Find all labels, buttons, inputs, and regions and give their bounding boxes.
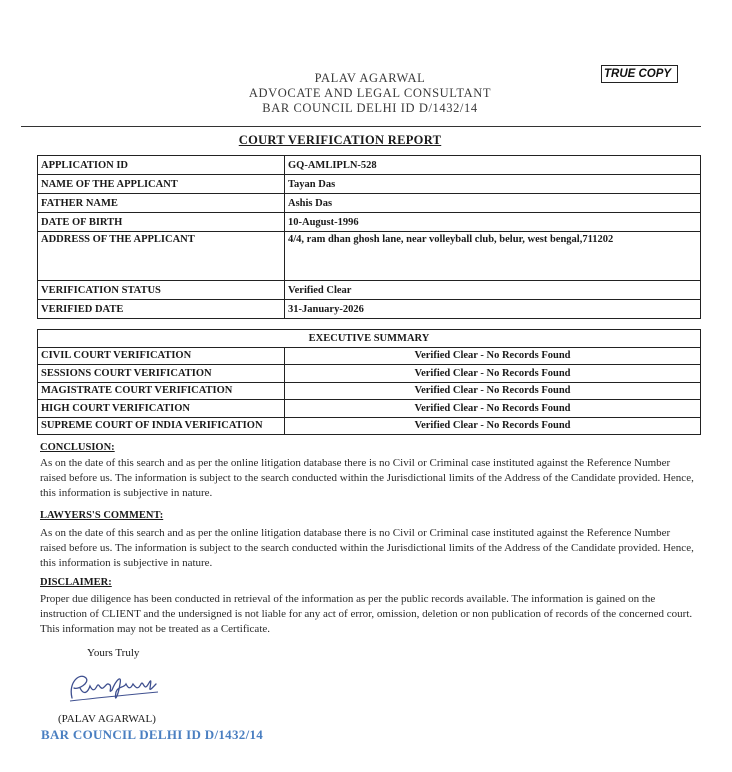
field-value: Verified Clear: [285, 281, 701, 300]
applicant-table: [37, 155, 701, 319]
field-label: ADDRESS OF THE APPLICANT: [38, 232, 285, 281]
signature: [66, 668, 162, 708]
field-label: DATE OF BIRTH: [38, 213, 285, 232]
table-row: [38, 417, 701, 435]
executive-summary-table: [37, 329, 701, 435]
table-row: [38, 300, 701, 319]
conclusion-text: As on the date of this search and as per the online litigation database there is no Civil or Criminal case instituted against the Reference Number raised before us. The information is subject to the search conducted within the Jurisdictional limits of the Address of the Candidate provided. Hence, this information is subjective in nature.: [40, 457, 694, 499]
table-row: [38, 194, 701, 213]
field-value: 4/4, ram dhan ghosh lane, near volleyball club, belur, west bengal,711202: [285, 232, 701, 281]
field-value: GQ-AMLIPLN-528: [285, 156, 701, 175]
disclaimer-text: Proper due diligence has been conducted in retrieval of the information as per the public records available. The information is gained on the instruction of CLIENT and the undersigned is not liable for any act of error, omission, deletion or non publication of records of the concerned court. This information may not be treated as a Certificate.: [40, 593, 693, 635]
court-label: CIVIL COURT VERIFICATION: [38, 347, 285, 365]
field-label: NAME OF THE APPLICANT: [38, 175, 285, 194]
report-title: COURT VERIFICATION REPORT: [238, 133, 442, 147]
true-copy-stamp: TRUE COPY: [601, 65, 678, 83]
conclusion-heading: CONCLUSION:: [40, 442, 115, 453]
table-row: [38, 156, 701, 175]
court-label: HIGH COURT VERIFICATION: [38, 400, 285, 418]
field-label: VERIFICATION STATUS: [38, 281, 285, 300]
advocate-bar-id: BAR COUNCIL DELHI ID D/1432/14: [262, 101, 478, 115]
lawyers-comment-heading: LAWYERS'S COMMENT:: [40, 510, 164, 521]
closing-salutation: Yours Truly: [87, 647, 140, 659]
table-row: [38, 382, 701, 400]
advocate-role: ADVOCATE AND LEGAL CONSULTANT: [248, 86, 492, 100]
table-row: [38, 232, 701, 281]
court-status: Verified Clear - No Records Found: [285, 347, 701, 365]
field-label: FATHER NAME: [38, 194, 285, 213]
field-value: 31-January-2026: [285, 300, 701, 319]
table-row: [38, 213, 701, 232]
table-row: [38, 281, 701, 300]
field-value: 10-August-1996: [285, 213, 701, 232]
table-row: [38, 400, 701, 418]
advocate-name: PALAV AGARWAL: [314, 71, 426, 85]
field-label: APPLICATION ID: [38, 156, 285, 175]
lawyers-comment-text: As on the date of this search and as per the online litigation database there is no Civil or Criminal case instituted against the Reference Number raised before us. The information is subject to the search conducted within the Jurisdictional limits of the Address of the Candidate provided. Hence, this information is subjective in nature.: [40, 527, 694, 569]
disclaimer-heading: DISCLAIMER:: [40, 577, 112, 588]
field-label: VERIFIED DATE: [38, 300, 285, 319]
court-status: Verified Clear - No Records Found: [285, 382, 701, 400]
field-value: Ashis Das: [285, 194, 701, 213]
court-status: Verified Clear - No Records Found: [285, 400, 701, 418]
table-row: [38, 347, 701, 365]
header-divider: [21, 126, 701, 127]
summary-title: EXECUTIVE SUMMARY: [38, 330, 701, 348]
table-header: [38, 330, 701, 348]
closing-name: (PALAV AGARWAL): [58, 713, 156, 725]
court-status: Verified Clear - No Records Found: [285, 417, 701, 435]
court-label: MAGISTRATE COURT VERIFICATION: [38, 382, 285, 400]
closing-bar-id: BAR COUNCIL DELHI ID D/1432/14: [41, 727, 264, 742]
court-label: SUPREME COURT OF INDIA VERIFICATION: [38, 417, 285, 435]
field-value: Tayan Das: [285, 175, 701, 194]
table-row: [38, 175, 701, 194]
table-row: [38, 365, 701, 383]
court-label: SESSIONS COURT VERIFICATION: [38, 365, 285, 383]
court-status: Verified Clear - No Records Found: [285, 365, 701, 383]
